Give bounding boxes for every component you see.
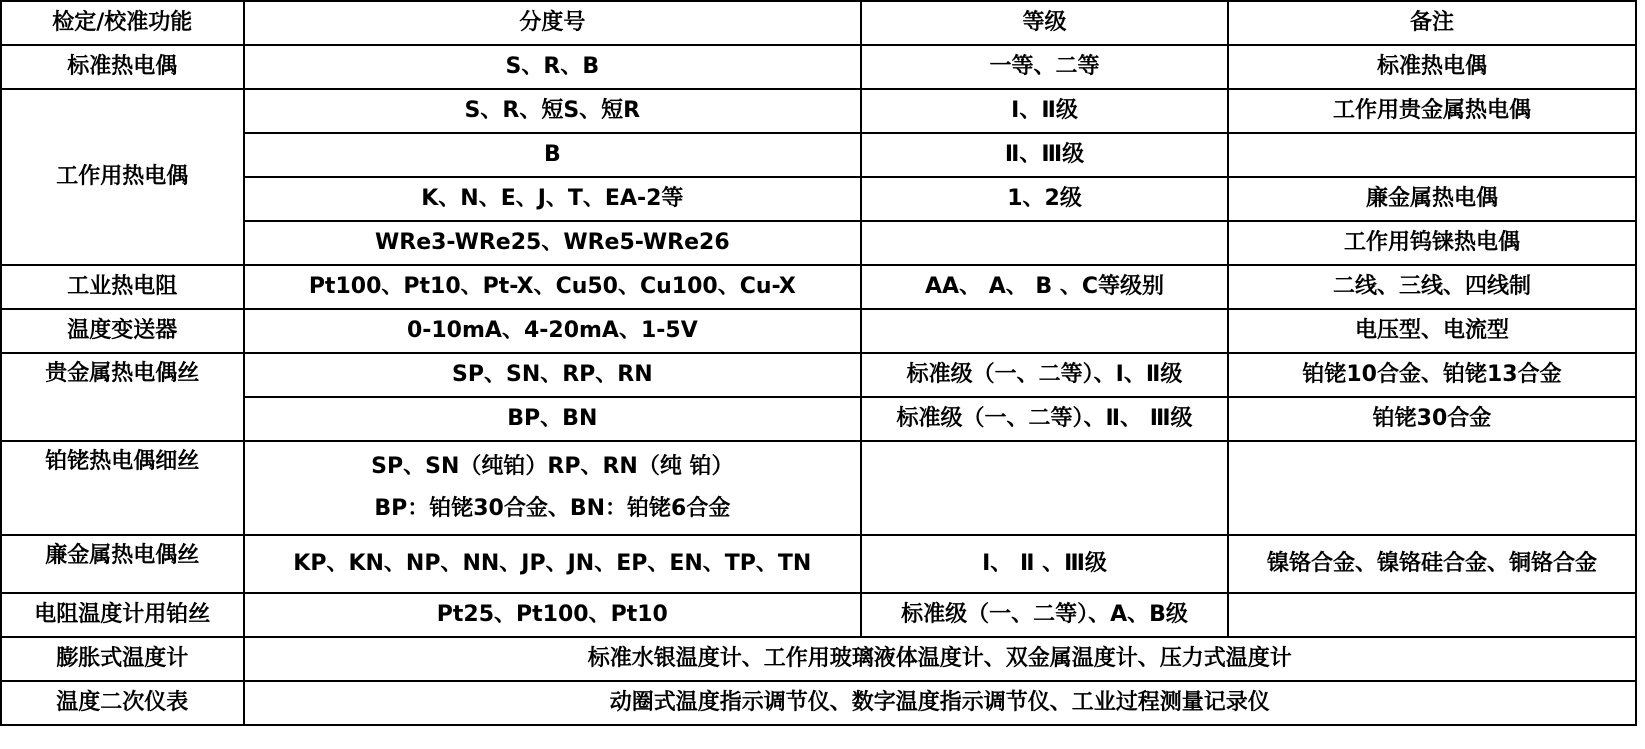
header-grade: 等级 <box>861 1 1228 45</box>
grade-cell: 标准级（一、二等）、A、B级 <box>861 593 1228 637</box>
note-cell: 二线、三线、四线制 <box>1228 265 1636 309</box>
header-row <box>1 1 1636 45</box>
note-cell <box>1228 133 1636 177</box>
function-cell: 廉金属热电偶丝 <box>1 535 244 593</box>
note-cell: 标准热电偶 <box>1228 45 1636 89</box>
table-row <box>1 45 1636 89</box>
note-cell <box>1228 593 1636 637</box>
note-cell: 镍铬合金、镍铬硅合金、铜铬合金 <box>1228 535 1636 593</box>
division-cell: KP、KN、NP、NN、JP、JN、EP、EN、TP、TN <box>244 535 862 593</box>
table-row <box>1 441 1636 535</box>
note-cell: 工作用钨铼热电偶 <box>1228 221 1636 265</box>
merged-cell: 动圈式温度指示调节仪、数字温度指示调节仪、工业过程测量记录仪 <box>244 681 1636 725</box>
header-function: 检定/校准功能 <box>1 1 244 45</box>
division-cell: 0-10mA、4-20mA、1-5V <box>244 309 862 353</box>
merged-cell: 标准水银温度计、工作用玻璃液体温度计、双金属温度计、压力式温度计 <box>244 637 1636 681</box>
grade-cell <box>861 441 1228 535</box>
function-cell: 电阻温度计用铂丝 <box>1 593 244 637</box>
grade-cell: Ⅱ、Ⅲ级 <box>861 133 1228 177</box>
function-cell: 贵金属热电偶丝 <box>1 353 244 441</box>
table-row <box>1 265 1636 309</box>
grade-cell <box>861 221 1228 265</box>
division-cell: S、R、短S、短R <box>244 89 862 133</box>
grade-cell: Ⅰ、Ⅱ级 <box>861 89 1228 133</box>
division-line: BP：铂铑30合金、BN：铂铑6合金 <box>374 496 731 521</box>
function-cell: 工业热电阻 <box>1 265 244 309</box>
division-cell: S、R、B <box>244 45 862 89</box>
table-row <box>1 637 1636 681</box>
division-cell: Pt25、Pt100、Pt10 <box>244 593 862 637</box>
function-cell: 膨胀式温度计 <box>1 637 244 681</box>
header-division: 分度号 <box>244 1 862 45</box>
table-row <box>1 397 1636 441</box>
function-cell: 温度二次仪表 <box>1 681 244 725</box>
division-cell: Pt100、Pt10、Pt-X、Cu50、Cu100、Cu-X <box>244 265 862 309</box>
table-row <box>1 89 1636 133</box>
note-cell <box>1228 441 1636 535</box>
division-cell: SP、SN、RP、RN <box>244 353 862 397</box>
note-cell: 工作用贵金属热电偶 <box>1228 89 1636 133</box>
grade-cell: 1、2级 <box>861 177 1228 221</box>
table-row <box>1 681 1636 725</box>
function-cell: 标准热电偶 <box>1 45 244 89</box>
grade-cell <box>861 309 1228 353</box>
grade-cell: 标准级（一、二等）、Ⅱ、 Ⅲ级 <box>861 397 1228 441</box>
table-row <box>1 177 1636 221</box>
division-cell: B <box>244 133 862 177</box>
grade-cell: 标准级（一、二等）、Ⅰ、Ⅱ级 <box>861 353 1228 397</box>
function-cell: 工作用热电偶 <box>1 89 244 265</box>
grade-cell: Ⅰ、 Ⅱ 、Ⅲ级 <box>861 535 1228 593</box>
division-cell <box>244 441 862 535</box>
grade-cell: AA、 A、 B 、C等级别 <box>861 265 1228 309</box>
table-row <box>1 221 1636 265</box>
division-cell: BP、BN <box>244 397 862 441</box>
note-cell: 廉金属热电偶 <box>1228 177 1636 221</box>
table-row <box>1 535 1636 593</box>
function-cell: 铂铑热电偶细丝 <box>1 441 244 535</box>
table-row <box>1 309 1636 353</box>
division-line: SP、SN（纯铂）RP、RN（纯 铂） <box>371 454 734 479</box>
division-cell: K、N、E、J、T、EA-2等 <box>244 177 862 221</box>
table-row <box>1 353 1636 397</box>
note-cell: 铂铑10合金、铂铑13合金 <box>1228 353 1636 397</box>
note-cell: 电压型、电流型 <box>1228 309 1636 353</box>
header-note: 备注 <box>1228 1 1636 45</box>
note-cell: 铂铑30合金 <box>1228 397 1636 441</box>
table-row <box>1 133 1636 177</box>
table-row <box>1 593 1636 637</box>
function-cell: 温度变送器 <box>1 309 244 353</box>
division-cell: WRe3-WRe25、WRe5-WRe26 <box>244 221 862 265</box>
grade-cell: 一等、二等 <box>861 45 1228 89</box>
